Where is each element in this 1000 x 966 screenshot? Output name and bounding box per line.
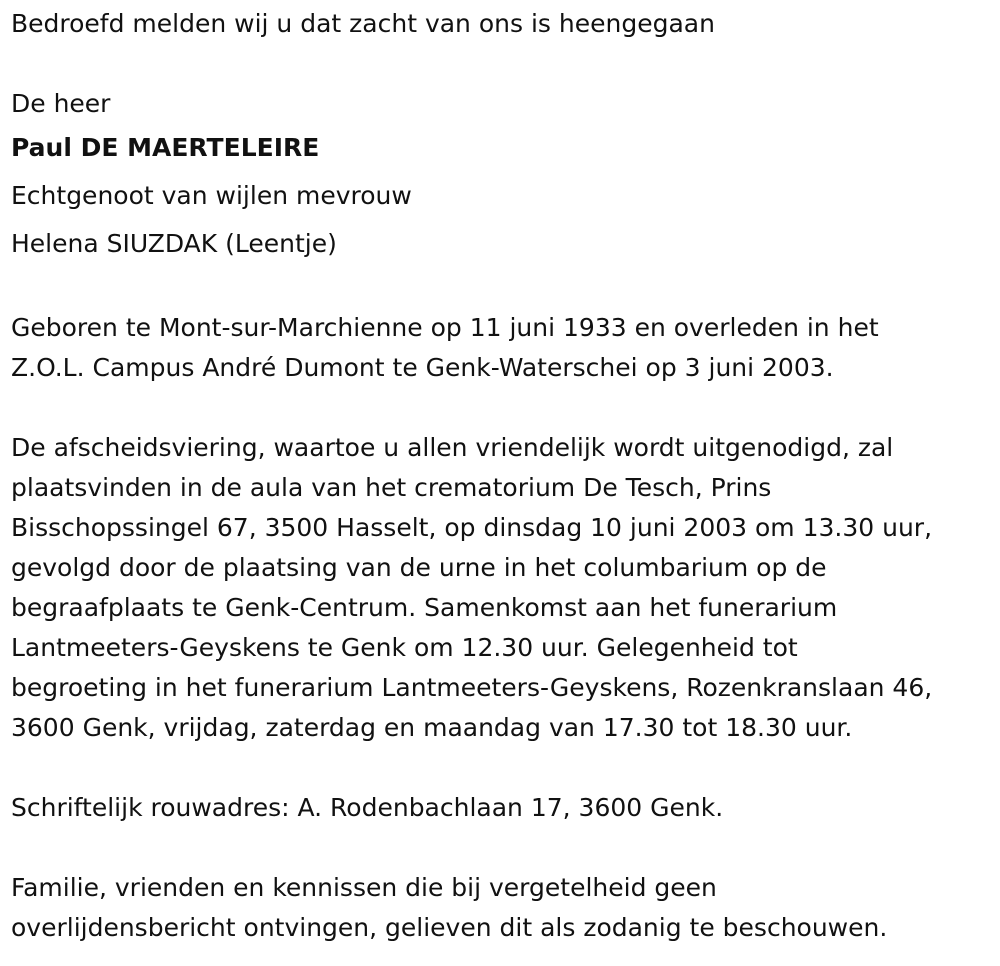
paragraph-line: Bisschopssingel 67, 3500 Hasselt, op dinsdag 10 juni 2003 om 13.30 uur, — [11, 513, 933, 542]
salutation-text: De heer — [11, 89, 111, 118]
mourning-address: Schriftelijk rouwadres: A. Rodenbachlaan 17, 3600 Genk. — [11, 793, 724, 822]
paragraph-line: Lantmeeters-Geyskens te Genk om 12.30 uur. Gelegenheid tot — [11, 633, 798, 662]
paragraph-line: Geboren te Mont-sur-Marchienne op 11 juni 1933 en overleden in het — [11, 313, 879, 342]
spouse-name: Helena SIUZDAK (Leentje) — [11, 229, 337, 258]
deceased-name: Paul DE MAERTELEIRE — [11, 133, 320, 162]
spacer — [11, 388, 989, 428]
ceremony-paragraph — [11, 428, 989, 748]
paragraph-line: De afscheidsviering, waartoe u allen vriendelijk wordt uitgenodigd, zal — [11, 433, 894, 462]
paragraph-line: begraafplaats te Genk-Centrum. Samenkomst aan het funerarium — [11, 593, 838, 622]
spacer — [11, 828, 989, 868]
paragraph-line: overlijdensbericht ontvingen, gelieven dit als zodanig te beschouwen. — [11, 913, 888, 942]
paragraph-line: plaatsvinden in de aula van het crematorium De Tesch, Prins — [11, 473, 772, 502]
paragraph-line: Familie, vrienden en kennissen die bij vergetelheid geen — [11, 873, 717, 902]
closing-paragraph — [11, 868, 989, 948]
intro-text: Bedroefd melden wij u dat zacht van ons is heengegaan — [11, 9, 715, 38]
spacer — [11, 44, 989, 84]
paragraph-line: Z.O.L. Campus André Dumont te Genk-Waterschei op 3 juni 2003. — [11, 353, 834, 382]
birth-death-paragraph — [11, 308, 989, 388]
spacer — [11, 748, 989, 788]
paragraph-line: 3600 Genk, vrijdag, zaterdag en maandag van 17.30 tot 18.30 uur. — [11, 713, 853, 742]
spacer — [11, 268, 989, 308]
spouse-line: Echtgenoot van wijlen mevrouw — [11, 181, 412, 210]
paragraph-line: gevolgd door de plaatsing van de urne in het columbarium op de — [11, 553, 827, 582]
paragraph-line: begroeting in het funerarium Lantmeeters-Geyskens, Rozenkranslaan 46, — [11, 673, 933, 702]
